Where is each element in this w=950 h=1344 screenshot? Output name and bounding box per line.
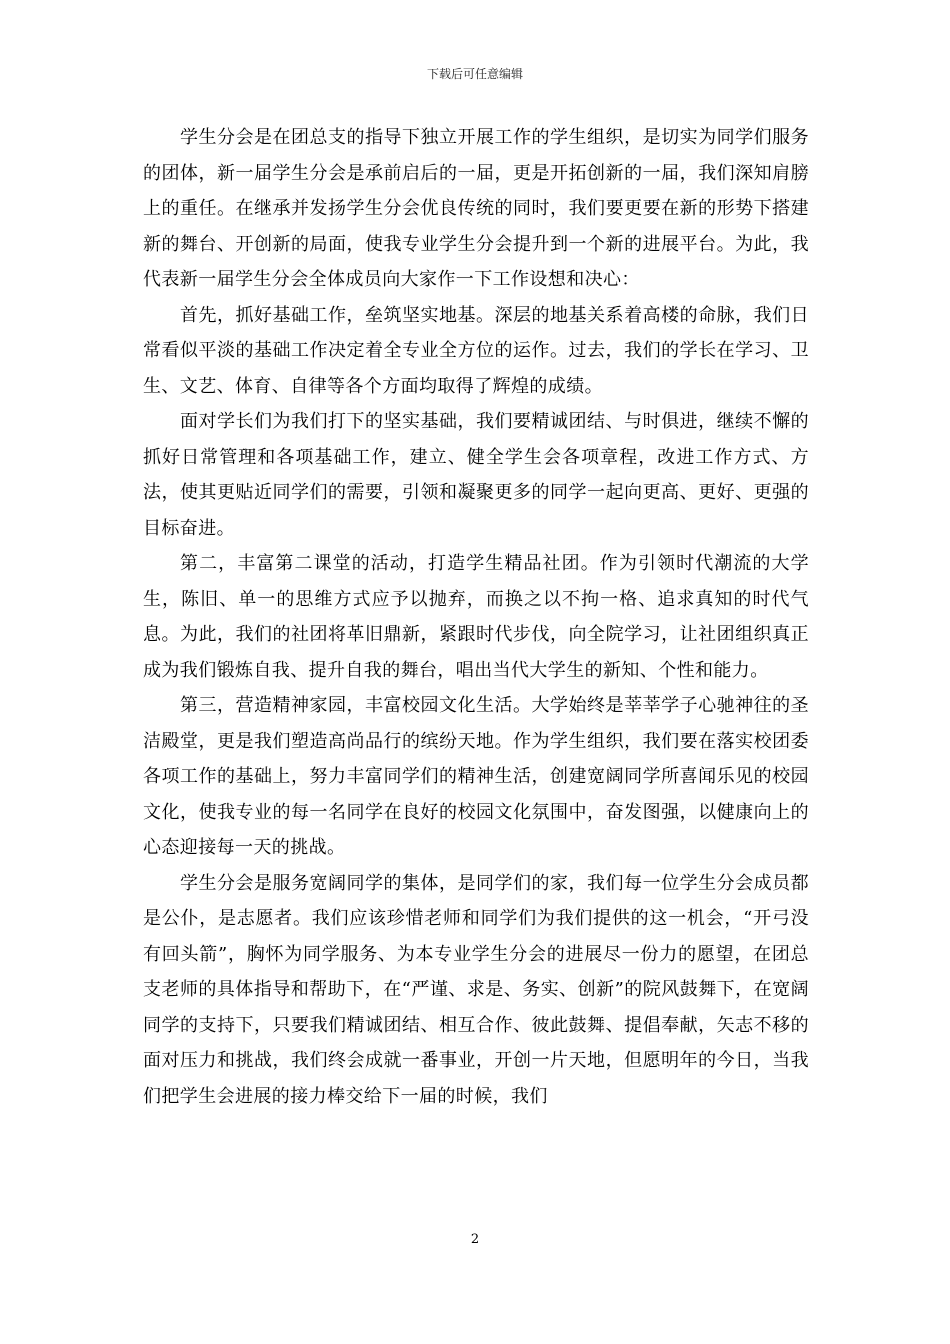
paragraph-closing: 学生分会是服务宽阔同学的集体，是同学们的家，我们每一位学生分会成员都是公仆，是志愿者。我们应该珍惜老师和同学们为我们提供的这一机会，“开弓没有回头箭”，胸怀为同学服务、为本专业学生分会的进展尽一份力的愿望，在团总支老师的具体指导和帮助下，在“严谨、求是、务实、创新”的院风鼓舞下，在宽阔同学的支持下，只要我们精诚团结、相互合作、彼此鼓舞、提倡奉献，矢志不移的面对压力和挑战，我们终会成就一番事业，开创一片天地，但愿明年的今日，当我们把学生会进展的接力棒交给下一届的时候，我们 — [143, 872, 809, 1107]
paragraph-foundation: 面对学长们为我们打下的坚实基础，我们要精诚团结、与时俱进，继续不懈的抓好日常管理和各项基础工作，建立、健全学生会各项章程，改进工作方式、方法，使其更贴近同学们的需要，引领和凝聚更多的同学一起向更高、更好、更强的目标奋进。 — [143, 411, 809, 539]
paragraph-third-point: 第三，营造精神家园，丰富校园文化生活。大学始终是莘莘学子心驰神往的圣洁殿堂，更是我们塑造高尚品行的缤纷天地。作为学生组织，我们要在落实校团委各项工作的基础上，努力丰富同学们的精神生活，创建宽阔同学所喜闻乐见的校园文化，使我专业的每一名同学在良好的校园文化氛围中，奋发图强，以健康向上的心态迎接每一天的挑战。 — [143, 695, 809, 858]
paragraph-intro: 学生分会是在团总支的指导下独立开展工作的学生组织，是切实为同学们服务的团体，新一届学生分会是承前启后的一届，更是开拓创新的一届，我们深知肩膀上的重任。在继承并发扬学生分会优良传统的同时，我们要更要在新的形势下搭建新的舞台、开创新的局面，使我专业学生分会提升到一个新的进展平台。为此，我代表新一届学生分会全体成员向大家作一下工作设想和决心： — [143, 127, 809, 290]
document-body — [143, 120, 809, 1114]
paragraph-second-point: 第二，丰富第二课堂的活动，打造学生精品社团。作为引领时代潮流的大学生，陈旧、单一的思维方式应予以抛弃，而换之以不拘一格、追求真知的时代气息。为此，我们的社团将革旧鼎新，紧跟时代步伐，向全院学习，让社团组织真正成为我们锻炼自我、提升自我的舞台，唱出当代大学生的新知、个性和能力。 — [143, 553, 809, 681]
page-number: 2 — [470, 1232, 480, 1247]
page-header: 下载后可任意编辑 — [426, 67, 523, 81]
paragraph-first-point: 首先，抓好基础工作，垒筑坚实地基。深层的地基关系着高楼的命脉，我们日常看似平淡的基础工作决定着全专业全方位的运作。过去，我们的学长在学习、卫生、文艺、体育、自律等各个方面均取得了辉煌的成绩。 — [143, 304, 809, 397]
